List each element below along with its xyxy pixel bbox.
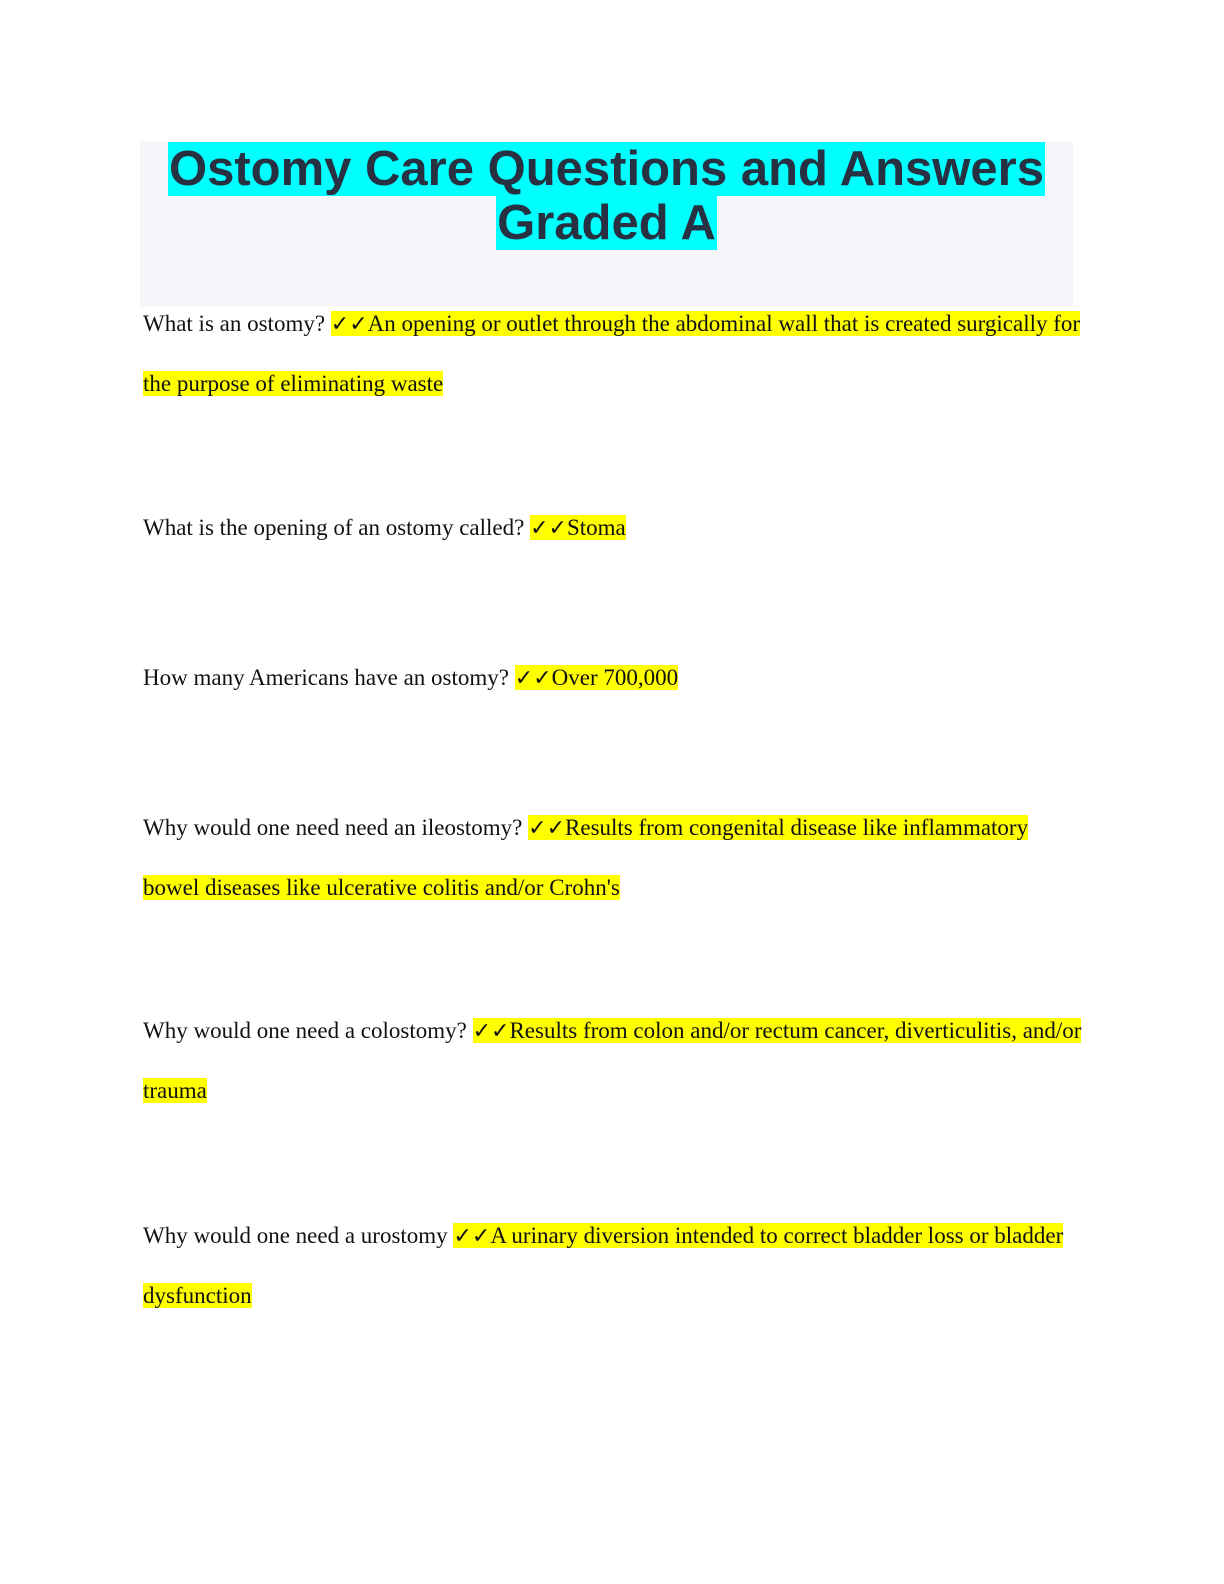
title-panel (140, 142, 1073, 306)
answer-text: A urinary diversion intended to correct bladder loss or bladder dysfunction (143, 1223, 1064, 1308)
qa-item-5 (143, 1001, 1083, 1120)
question-text: Why would one need a urostomy (143, 1223, 454, 1248)
question-text: Why would one need a colostomy? (143, 1018, 473, 1043)
double-check-icon: ✓✓ (514, 666, 552, 691)
title-line-2: Graded A (497, 196, 716, 250)
answer-text: Over 700,000 (551, 665, 679, 690)
question-text: Why would one need need an ileostomy? (143, 815, 529, 840)
double-check-icon: ✓✓ (530, 516, 567, 541)
document-title (140, 142, 1073, 250)
title-line-1: Ostomy Care Questions and Answers (169, 142, 1044, 196)
question-text: What is the opening of an ostomy called? (143, 515, 531, 540)
answer-highlight (530, 515, 626, 540)
answer-text: An opening or outlet through the abdominal wall that is created surgically for the purpose of eliminating waste (143, 311, 1081, 396)
answer-text: Results from colon and/or rectum cancer, diverticulitis, and/or trauma (143, 1018, 1082, 1103)
question-text: What is an ostomy? (143, 311, 331, 336)
qa-item-6 (143, 1206, 1083, 1325)
qa-item-3 (143, 648, 1083, 708)
answer-text: Results from congenital disease like inflammatory bowel diseases like ulcerative colitis and/or Crohn's (143, 815, 1029, 900)
double-check-icon: ✓✓ (528, 816, 566, 841)
answer-highlight (515, 665, 678, 690)
qa-item-4 (143, 798, 1083, 917)
qa-item-1 (143, 294, 1083, 413)
double-check-icon: ✓✓ (453, 1224, 491, 1249)
question-text: How many Americans have an ostomy? (143, 665, 515, 690)
answer-text: Stoma (566, 515, 626, 540)
qa-item-2 (143, 498, 1083, 558)
double-check-icon: ✓✓ (472, 1019, 510, 1044)
double-check-icon: ✓✓ (330, 312, 368, 337)
